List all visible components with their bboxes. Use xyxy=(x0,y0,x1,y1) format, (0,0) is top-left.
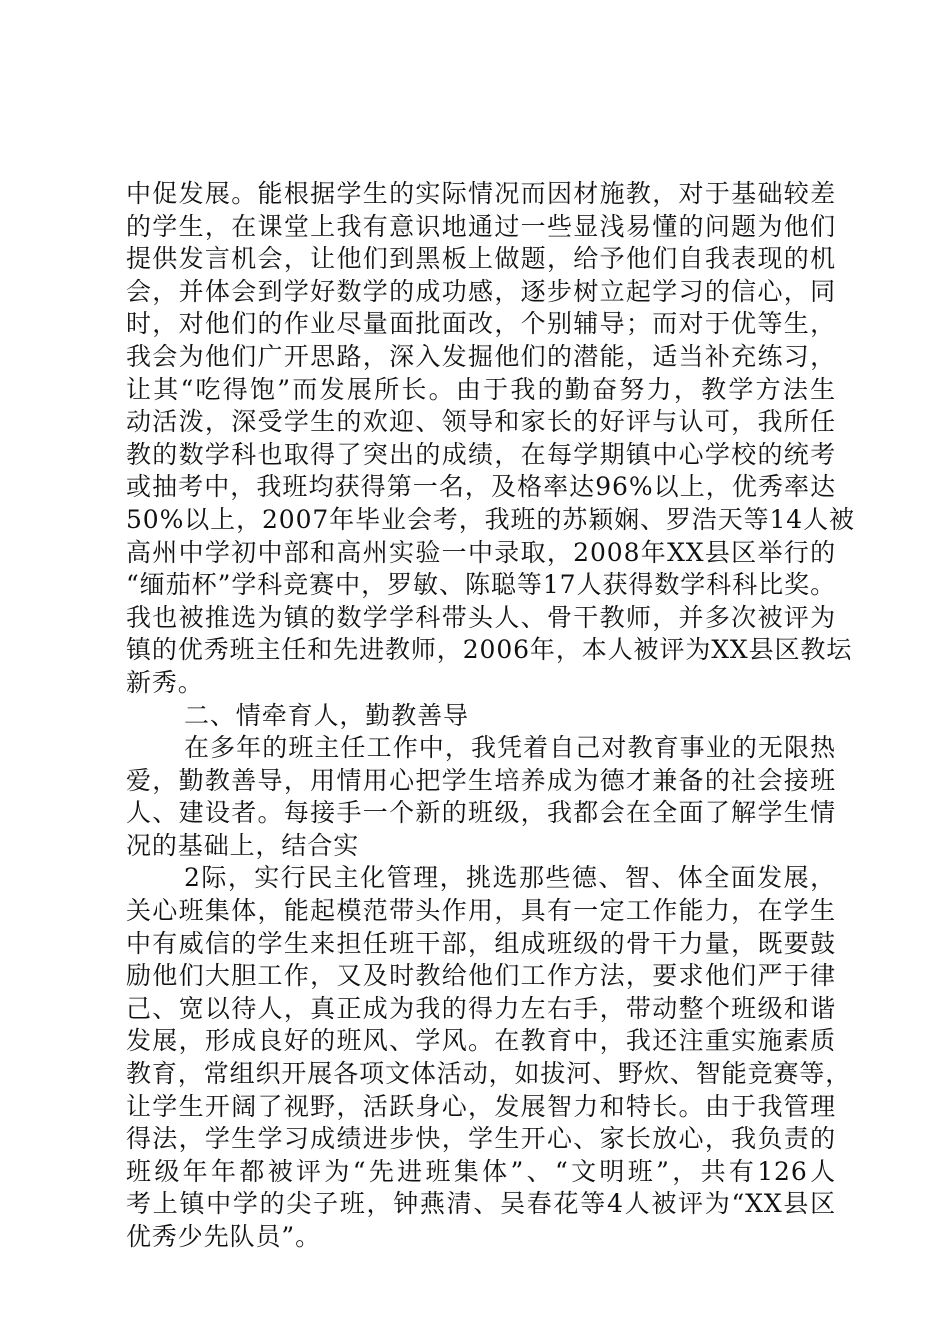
text-line: 会，并体会到学好数学的成功感，逐步树立起学习的信心，同 xyxy=(126,276,836,306)
text-line: 况的基础上，结合实 xyxy=(126,830,360,860)
text-line: 让其“吃得饱”而发展所长。由于我的勤奋努力，教学方法生 xyxy=(126,374,836,404)
text-line: 高州中学初中部和高州实验一中录取，2008年XX县区举行的 xyxy=(126,537,836,567)
text-line: 的学生，在课堂上我有意识地通过一些显浅易懂的问题为他们 xyxy=(126,211,836,241)
text-line: 考上镇中学的尖子班，钟燕清、吴春花等4人被评为“XX县区 xyxy=(126,1189,836,1219)
text-line: 动活泼，深受学生的欢迎、领导和家长的好评与认可，我所任 xyxy=(126,407,836,437)
text-line: 50%以上，2007年毕业会考，我班的苏颖娴、罗浩天等14人被 xyxy=(126,504,855,534)
text-line: 发展，形成良好的班风、学风。在教育中，我还注重实施素质 xyxy=(126,1026,836,1056)
text-line: 提供发言机会，让他们到黑板上做题，给予他们自我表现的机 xyxy=(126,244,836,274)
text-line: 优秀少先队员”。 xyxy=(126,1222,321,1251)
text-line: 教育，常组织开展各项文体活动，如拔河、野炊、智能竞赛等， xyxy=(126,1059,852,1089)
text-line: 我也被推选为镇的数学学科带头人、骨干教师，并多次被评为 xyxy=(126,602,836,632)
text-line: “缅茄杯”学科竞赛中，罗敏、陈聪等17人获得数学科科比奖。 xyxy=(126,570,836,600)
body-text xyxy=(126,178,855,1254)
text-line: 我会为他们广开思路，深入发掘他们的潜能，适当补充练习， xyxy=(126,341,836,371)
text-line: 新秀。 xyxy=(126,667,204,697)
text-line: 在多年的班主任工作中，我凭着自己对教育事业的无限热 xyxy=(184,733,836,763)
text-line: 时，对他们的作业尽量面批面改，个别辅导；而对于优等生， xyxy=(126,309,836,339)
text-line: 2际，实行民主化管理，挑选那些德、智、体全面发展， xyxy=(184,863,836,893)
text-line: 关心班集体，能起模范带头作用，具有一定工作能力，在学生 xyxy=(126,896,836,926)
text-line: 励他们大胆工作，又及时教给他们工作方法，要求他们严于律 xyxy=(126,961,836,991)
text-line: 或抽考中，我班均获得第一名，及格率达96%以上，优秀率达 xyxy=(126,472,836,502)
section-heading: 二、情牵育人，勤教善导 xyxy=(184,700,469,730)
text-line: 镇的优秀班主任和先进教师，2006年，本人被评为XX县区教坛 xyxy=(126,635,853,665)
text-line: 中有威信的学生来担任班干部，组成班级的骨干力量，既要鼓 xyxy=(126,928,836,958)
text-line: 人、建设者。每接手一个新的班级，我都会在全面了解学生情 xyxy=(126,798,836,828)
text-line: 班级年年都被评为“先进班集体”、“文明班”，共有126人 xyxy=(126,1156,836,1186)
text-line: 爱，勤教善导，用情用心把学生培养成为德才兼备的社会接班 xyxy=(126,765,836,795)
text-line: 得法，学生学习成绩进步快，学生开心、家长放心，我负责的 xyxy=(126,1124,836,1154)
text-line: 己、宽以待人，真正成为我的得力左右手，带动整个班级和谐 xyxy=(126,993,836,1023)
text-line: 教的数学科也取得了突出的成绩，在每学期镇中心学校的统考 xyxy=(126,439,836,469)
text-line: 让学生开阔了视野，活跃身心，发展智力和特长。由于我管理 xyxy=(126,1091,836,1121)
text-line: 中促发展。能根据学生的实际情况而因材施教，对于基础较差 xyxy=(126,179,836,208)
